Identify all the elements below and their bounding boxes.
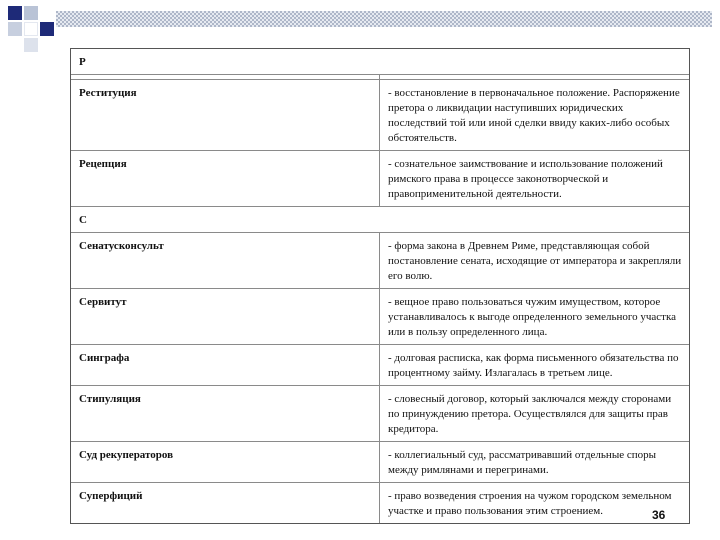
decor-square [8,6,22,20]
table-row [71,442,689,483]
table-row [71,386,689,442]
definition-cell: - форма закона в Древнем Риме, представляющая собой постановление сената, исходящие от императора и закрепляли его волю. [380,233,689,289]
table-row [71,289,689,345]
definition-cell: - долговая расписка, как форма письменного обязательства по процентному займу. Излагалась в третьем лице. [380,345,689,386]
term-cell: Реституция [71,80,380,151]
section-letter-row [71,207,689,233]
page-number: 36 [652,508,666,522]
definition-cell: - вещное право пользоваться чужим имуществом, которое устанавливалось к выгоде определенного земельного участка или в пользу определенного лица. [380,289,689,345]
term-cell: Рецепция [71,151,380,207]
term-cell: Суд рекуператоров [71,442,380,483]
table-row [71,345,689,386]
decor-square [24,6,38,20]
section-letter-row [71,49,689,75]
term-cell: Суперфиций [71,483,380,523]
definition-cell: - сознательное заимствование и использование положений римского права в процессе законотворческой и правоприменительной деятельности. [380,151,689,207]
term-cell: Стипуляция [71,386,380,442]
term-cell: Сенатусконсульт [71,233,380,289]
definition-cell: - словесный договор, который заключался между сторонами по принуждению претора. Осуществлялся для защиты прав кредитора. [380,386,689,442]
term-cell: Сервитут [71,289,380,345]
header-band [56,11,712,27]
glossary-table [70,48,690,524]
table-row [71,80,689,151]
decor-square [8,22,22,36]
table-row [71,151,689,207]
definition-cell: - коллегиальный суд, рассматривавший отдельные споры между римлянами и перегринами. [380,442,689,483]
section-letter: Р [71,49,689,75]
table-row [71,483,689,523]
decor-square [24,22,38,36]
table-row [71,233,689,289]
definition-cell: - право возведения строения на чужом городском земельном участке и право пользования этим строением. [388,490,672,517]
definition-cell: - восстановление в первоначальное положение. Распоряжение претора о ликвидации наступивших юридических последствий той или иной сделки ввиду каких-либо особых обстоятельств. [380,80,689,151]
decor-square [24,38,38,52]
section-letter: С [71,207,689,233]
decor-square [40,22,54,36]
term-cell: Синграфа [71,345,380,386]
